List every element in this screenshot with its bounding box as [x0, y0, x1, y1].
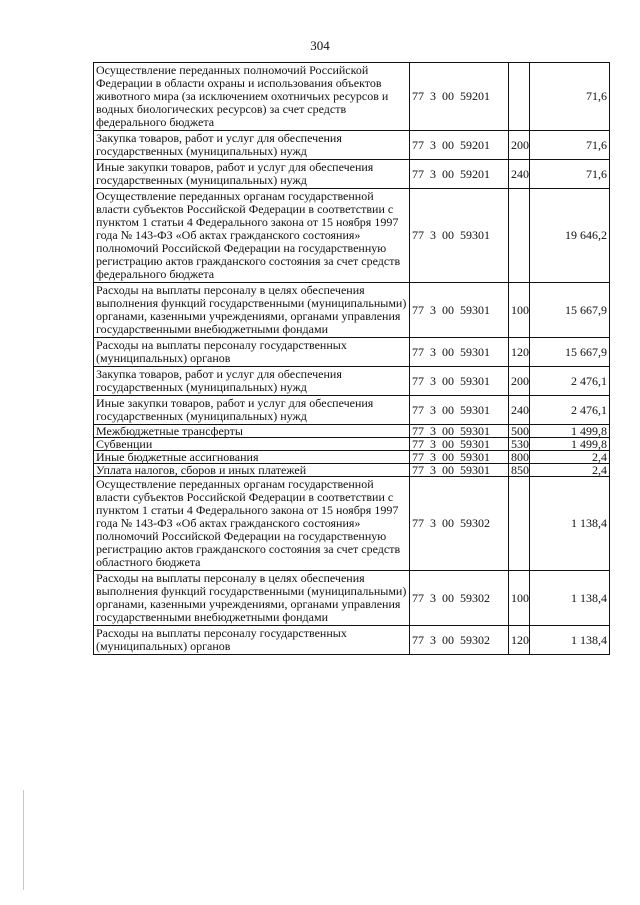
- row-code: 77 3 00 59301: [410, 189, 509, 283]
- row-expense-type: 200: [509, 367, 530, 396]
- row-code: 77 3 00 59301: [410, 338, 509, 367]
- row-name: Осуществление переданных органам государственной власти субъектов Российской Федерации в соответствии с пунктом 1 статьи 4 Федерального закона от 15 ноября 1997 года № 143-ФЗ «Об актах гражданского состояния» полномочий Российской Федерации на государственную регистрацию актов гражданского состояния за счет средств областного бюджета: [94, 477, 410, 571]
- row-expense-type: 100: [509, 283, 530, 338]
- table-row: [94, 626, 610, 655]
- row-expense-type: 530: [509, 438, 530, 451]
- table-row: [94, 464, 610, 477]
- row-expense-type: 120: [509, 338, 530, 367]
- row-name: Уплата налогов, сборов и иных платежей: [94, 464, 410, 477]
- row-name: Субвенции: [94, 438, 410, 451]
- table-row: [94, 367, 610, 396]
- table-row: [94, 189, 610, 283]
- row-name: Расходы на выплаты персоналу государственных (муниципальных) органов: [94, 626, 410, 655]
- row-expense-type: [509, 63, 530, 131]
- row-name: Закупка товаров, работ и услуг для обеспечения государственных (муниципальных) нужд: [94, 131, 410, 160]
- row-name: Расходы на выплаты персоналу в целях обеспечения выполнения функций государственными (муниципальными) органами, казенными учреждениями, органами управления государственными внебюджетными фондами: [94, 283, 410, 338]
- row-sum: 19 646,2: [530, 189, 610, 283]
- row-name: Осуществление переданных полномочий Российской Федерации в области охраны и использования объектов животного мира (за исключением охотничьих ресурсов и водных биологических ресурсов) за счет средств федерального бюджета: [94, 63, 410, 131]
- row-expense-type: 500: [509, 425, 530, 438]
- row-code: 77 3 00 59201: [410, 63, 509, 131]
- table-row: [94, 160, 610, 189]
- row-code: 77 3 00 59302: [410, 477, 509, 571]
- row-expense-type: 120: [509, 626, 530, 655]
- row-sum: 2 476,1: [530, 396, 610, 425]
- table-row: [94, 131, 610, 160]
- scan-margin-line: [23, 790, 24, 890]
- row-expense-type: 100: [509, 571, 530, 626]
- row-expense-type: 800: [509, 451, 530, 464]
- row-name: Закупка товаров, работ и услуг для обеспечения государственных (муниципальных) нужд: [94, 367, 410, 396]
- row-sum: 2,4: [530, 464, 610, 477]
- row-name: Иные закупки товаров, работ и услуг для обеспечения государственных (муниципальных) нужд: [94, 396, 410, 425]
- row-sum: 15 667,9: [530, 338, 610, 367]
- row-code: 77 3 00 59201: [410, 131, 509, 160]
- row-code: 77 3 00 59301: [410, 396, 509, 425]
- row-sum: 1 499,8: [530, 425, 610, 438]
- row-sum: 71,6: [530, 131, 610, 160]
- row-sum: 71,6: [530, 160, 610, 189]
- row-expense-type: 240: [509, 396, 530, 425]
- table-row: [94, 338, 610, 367]
- row-name: Расходы на выплаты персоналу в целях обеспечения выполнения функций государственными (муниципальными) органами, казенными учреждениями, органами управления государственными внебюджетными фондами: [94, 571, 410, 626]
- row-expense-type: 850: [509, 464, 530, 477]
- row-sum: 2,4: [530, 451, 610, 464]
- row-sum: 1 138,4: [530, 571, 610, 626]
- table-row: [94, 438, 610, 451]
- table-row: [94, 396, 610, 425]
- table-row: [94, 283, 610, 338]
- table-row: [94, 477, 610, 571]
- row-code: 77 3 00 59201: [410, 160, 509, 189]
- row-code: 77 3 00 59302: [410, 626, 509, 655]
- row-name: Межбюджетные трансферты: [94, 425, 410, 438]
- row-name: Иные закупки товаров, работ и услуг для обеспечения государственных (муниципальных) нужд: [94, 160, 410, 189]
- row-name: Расходы на выплаты персоналу государственных (муниципальных) органов: [94, 338, 410, 367]
- row-expense-type: [509, 189, 530, 283]
- row-code: 77 3 00 59302: [410, 571, 509, 626]
- budget-table: [93, 62, 610, 655]
- row-expense-type: 200: [509, 131, 530, 160]
- table-row: [94, 451, 610, 464]
- row-name: Осуществление переданных органам государственной власти субъектов Российской Федерации в соответствии с пунктом 1 статьи 4 Федерального закона от 15 ноября 1997 года № 143-ФЗ «Об актах гражданского состояния» полномочий Российской Федерации на государственную регистрацию актов гражданского состояния за счет средств федерального бюджета: [94, 189, 410, 283]
- row-code: 77 3 00 59301: [410, 283, 509, 338]
- table-row: [94, 63, 610, 131]
- row-sum: 1 499,8: [530, 438, 610, 451]
- row-code: 77 3 00 59301: [410, 438, 509, 451]
- page-number: 304: [310, 38, 330, 53]
- row-code: 77 3 00 59301: [410, 425, 509, 438]
- row-name: Иные бюджетные ассигнования: [94, 451, 410, 464]
- row-expense-type: [509, 477, 530, 571]
- row-sum: 71,6: [530, 63, 610, 131]
- row-sum: 1 138,4: [530, 477, 610, 571]
- row-sum: 1 138,4: [530, 626, 610, 655]
- row-sum: 2 476,1: [530, 367, 610, 396]
- row-code: 77 3 00 59301: [410, 464, 509, 477]
- row-code: 77 3 00 59301: [410, 451, 509, 464]
- table-row: [94, 425, 610, 438]
- row-code: 77 3 00 59301: [410, 367, 509, 396]
- table-row: [94, 571, 610, 626]
- row-sum: 15 667,9: [530, 283, 610, 338]
- row-expense-type: 240: [509, 160, 530, 189]
